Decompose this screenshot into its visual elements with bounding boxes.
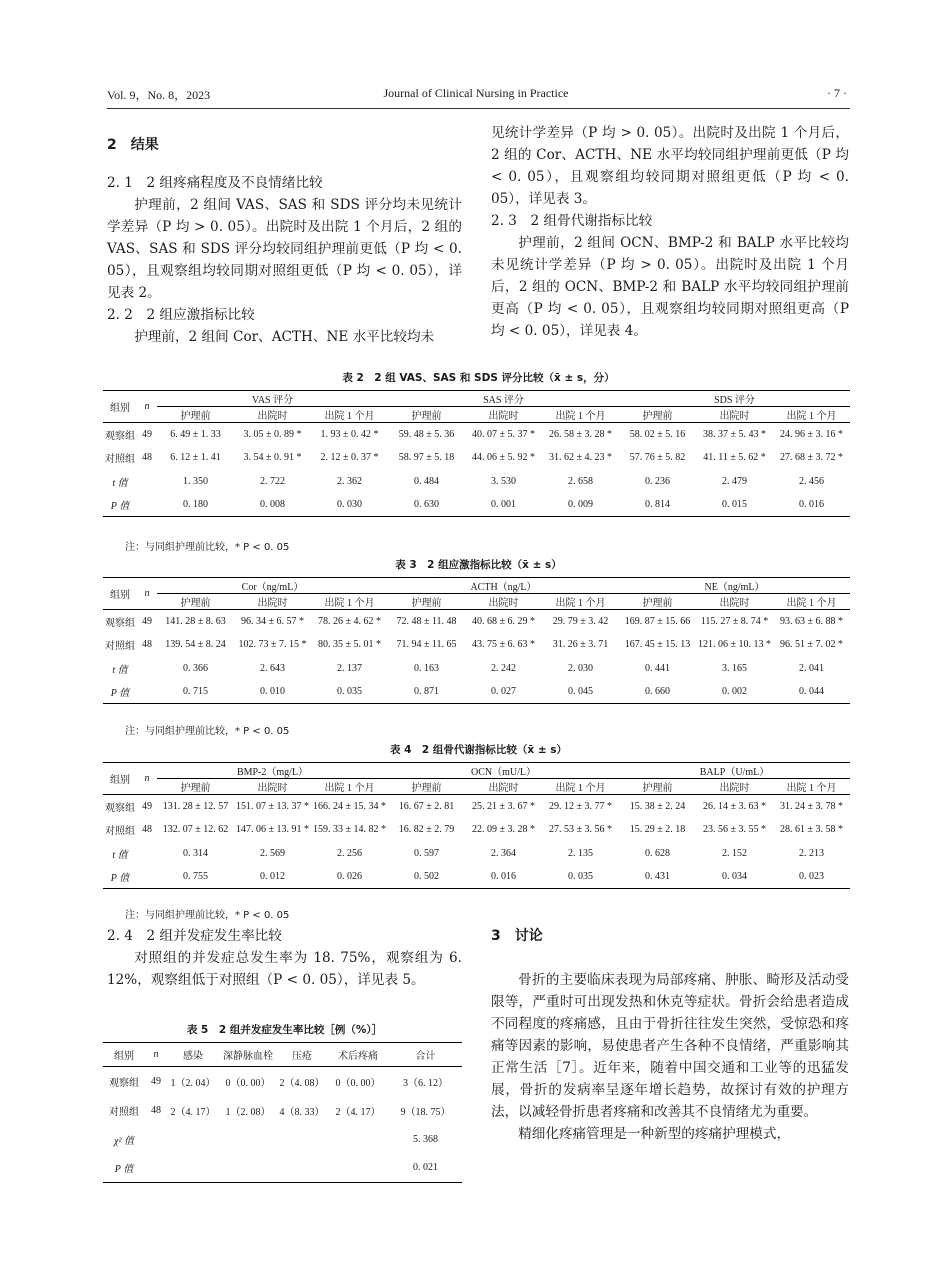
row-label: P 值 [103, 865, 137, 889]
row-label: 观察组 [105, 803, 135, 814]
table-cell: 22. 09 ± 3. 28 * [472, 824, 535, 836]
table-cell: 2. 362 [337, 475, 362, 487]
table-cell: 0. 441 [645, 662, 670, 674]
table-row [103, 1154, 462, 1183]
table-cell: 28. 61 ± 3. 58 * [780, 824, 843, 836]
table-row [103, 795, 850, 819]
table-cell: 0. 034 [696, 865, 773, 889]
table-cell: 3（6. 12） [403, 1077, 448, 1089]
table-cell: 24. 96 ± 3. 16 * [780, 429, 843, 440]
table-cell: 31. 24 ± 3. 78 * [780, 801, 843, 812]
measure-group-header: ACTH（ng/L） [388, 578, 619, 594]
table-cell [137, 680, 157, 704]
table4-note: 注：与同组护理前比较，* P < 0. 05 [125, 910, 290, 921]
table-cell [137, 842, 157, 866]
table-cell: 2. 479 [722, 475, 747, 487]
table-cell: 71. 94 ± 11. 65 [396, 639, 457, 651]
table-cell [327, 1154, 389, 1183]
table-cell: 44. 06 ± 5. 92 * [472, 452, 535, 464]
row-label: t 值 [112, 849, 128, 861]
table2 [103, 390, 850, 517]
measure-group-header: Cor（ng/mL） [157, 578, 388, 594]
table-cell: 0. 016 [773, 493, 850, 517]
volume-issue: Vol. 9，No. 8，2023 [107, 88, 211, 102]
table-cell: 0. 628 [645, 847, 670, 859]
table-cell: 0. 016 [465, 865, 542, 889]
row-label: 对照组 [109, 1106, 139, 1118]
table-cell: 139. 54 ± 8. 24 [165, 639, 226, 651]
table-cell: 0. 027 [465, 680, 542, 704]
table-row [103, 842, 850, 866]
table-cell [219, 1125, 277, 1154]
table-cell: 96. 51 ± 7. 02 * [780, 639, 843, 651]
time-subheader: 出院时 [465, 407, 542, 423]
table-cell: 2. 722 [260, 475, 285, 487]
measure-group-header: SAS 评分 [388, 391, 619, 407]
measure-group-header: BALP（U/mL） [619, 763, 850, 779]
table-cell: 4（8. 33） [279, 1106, 325, 1118]
table-cell: 0. 015 [696, 493, 773, 517]
table-row [103, 680, 850, 704]
table-cell [327, 1125, 389, 1154]
table-cell: 16. 82 ± 2. 79 [398, 824, 455, 836]
table-cell: 151. 07 ± 13. 37 * [236, 801, 309, 812]
table4-caption: 表 4 2 组骨代谢指标比较（x̄ ± s） [389, 744, 568, 756]
table-cell: 1（2. 08） [225, 1106, 271, 1118]
table3-note: 注：与同组护理前比较，* P < 0. 05 [125, 726, 290, 737]
section-2-3-text: 护理前，2 组间 OCN、BMP-2 和 BALP 水平比较均未见统计学差异（P 均 > 0. 05）。出院时及出院 1 个月后，2 组的 OCN、BMP-2 和 BALP 水平均较同组护理前更高（P 均 < 0. 05），且观察组均较同期对照组更高（P 均 < 0. 05），详见表 4。 [491, 235, 849, 339]
table-cell: 0. 660 [619, 680, 696, 704]
measure-group-header: SDS 评分 [619, 391, 850, 407]
table-cell [137, 493, 157, 517]
row-label: t 值 [112, 477, 128, 489]
table-cell: 58. 02 ± 5. 16 [629, 429, 686, 440]
table-row [103, 657, 850, 681]
table-cell: 166. 24 ± 15. 34 * [313, 801, 386, 812]
col-n-header: n [137, 391, 157, 423]
table-row [103, 423, 850, 447]
time-subheader: 护理前 [157, 594, 234, 610]
table-cell: 0. 630 [388, 493, 465, 517]
table-cell: 141. 28 ± 8. 63 [165, 616, 226, 627]
table3-caption: 表 3 2 组应激指标比较（x̄ ± s） [395, 559, 562, 571]
table-cell: 48 [151, 1104, 161, 1116]
time-subheader: 护理前 [157, 779, 234, 795]
table-cell: 23. 56 ± 3. 55 * [703, 824, 766, 836]
table-cell: 16. 67 ± 2. 81 [398, 801, 455, 812]
table-cell: 159. 33 ± 14. 82 * [313, 824, 386, 836]
time-subheader: 出院时 [696, 407, 773, 423]
time-subheader: 出院 1 个月 [311, 407, 388, 423]
table-cell: 3. 165 [722, 662, 747, 674]
table-row [103, 818, 850, 842]
table5-header: 深静脉血栓 [219, 1043, 277, 1067]
measure-group-header: NE（ng/mL） [619, 578, 850, 594]
right-column-bottom [491, 925, 849, 1145]
table-cell: 2. 364 [491, 847, 516, 859]
col-group-header: 组别 [103, 391, 137, 423]
table-cell: 41. 11 ± 5. 62 * [703, 452, 766, 464]
table-cell: 0. 045 [542, 680, 619, 704]
table-cell: 2. 643 [260, 662, 285, 674]
table-row [103, 633, 850, 657]
table5 [103, 1042, 462, 1183]
table-cell: 0. 023 [773, 865, 850, 889]
table-cell: 0. 035 [542, 865, 619, 889]
table-cell: 2（4. 08） [279, 1077, 325, 1089]
table2-note: 注：与同组护理前比较，* P < 0. 05 [125, 542, 290, 553]
table-cell: 2（4. 17） [170, 1106, 216, 1118]
table-cell: 59. 48 ± 5. 36 [398, 429, 455, 440]
row-label: P 值 [103, 1154, 145, 1183]
table-cell [167, 1154, 219, 1183]
table-cell: 57. 76 ± 5. 82 [629, 452, 686, 464]
table-cell: 0. 236 [645, 475, 670, 487]
table-cell: 0. 484 [414, 475, 439, 487]
table-cell: 0. 044 [773, 680, 850, 704]
row-label: 观察组 [109, 1077, 139, 1089]
table-cell: 29. 12 ± 3. 77 * [549, 801, 612, 812]
table-cell: 0. 314 [183, 847, 208, 859]
table5-header: 术后疼痛 [327, 1043, 389, 1067]
time-subheader: 出院时 [696, 594, 773, 610]
results-heading: 2 结果 [107, 137, 159, 153]
table-cell: 9（18. 75） [400, 1106, 451, 1118]
row-label: 对照组 [105, 641, 135, 653]
table-cell: 40. 68 ± 6. 29 * [472, 616, 535, 627]
table-cell: 0. 010 [234, 680, 311, 704]
table-cell: 0. 035 [311, 680, 388, 704]
table-cell: 2. 12 ± 0. 37 * [320, 452, 379, 464]
table-cell: 49 [142, 429, 152, 440]
table-cell: 48 [142, 639, 152, 651]
table-cell: 49 [142, 801, 152, 812]
left-column-top [107, 134, 462, 348]
table5-caption: 表 5 2 组并发症发生率比较［例（%）］ [186, 1024, 383, 1036]
time-subheader: 出院 1 个月 [311, 594, 388, 610]
time-subheader: 护理前 [388, 407, 465, 423]
measure-group-header: VAS 评分 [157, 391, 388, 407]
table-cell: 78. 26 ± 4. 62 * [318, 616, 381, 627]
discussion-heading: 3 讨论 [491, 928, 543, 944]
time-subheader: 出院 1 个月 [773, 779, 850, 795]
time-subheader: 出院时 [696, 779, 773, 795]
table-cell: 2. 041 [799, 662, 824, 674]
table-cell [145, 1154, 167, 1183]
table-cell: 0. 755 [157, 865, 234, 889]
table-cell: 5. 368 [413, 1133, 438, 1145]
table-row [103, 865, 850, 889]
table-row [103, 446, 850, 470]
col-group-header: 组别 [103, 578, 137, 610]
table-cell: 25. 21 ± 3. 67 * [472, 801, 535, 812]
row-label: 对照组 [105, 826, 135, 838]
section-2-4-text: 对照组的并发症总发生率为 18. 75%，观察组为 6. 12%，观察组低于对照组（P < 0. 05），详见表 5。 [107, 950, 462, 988]
section-2-1-heading: 2. 1 2 组疼痛程度及不良情绪比较 [107, 175, 323, 191]
table-cell [137, 865, 157, 889]
right-column-top [491, 122, 849, 342]
row-label: t 值 [112, 664, 128, 676]
table-cell [277, 1125, 327, 1154]
table-cell: 6. 12 ± 1. 41 [170, 452, 221, 464]
table-cell: 121. 06 ± 10. 13 * [698, 639, 771, 651]
table-cell: 0. 502 [388, 865, 465, 889]
table-cell: 3. 05 ± 0. 89 * [243, 429, 302, 440]
table-cell [219, 1154, 277, 1183]
time-subheader: 出院 1 个月 [542, 594, 619, 610]
table-cell: 26. 14 ± 3. 63 * [703, 801, 766, 812]
row-label: 观察组 [105, 431, 135, 442]
table-cell: 1（2. 04） [170, 1077, 216, 1089]
time-subheader: 护理前 [619, 594, 696, 610]
time-subheader: 出院时 [234, 407, 311, 423]
left-column-bottom [107, 925, 462, 991]
time-subheader: 护理前 [388, 779, 465, 795]
table-cell: 132. 07 ± 12. 62 [162, 824, 229, 836]
table-cell: 40. 07 ± 5. 37 * [472, 429, 535, 440]
table-cell: 0. 431 [619, 865, 696, 889]
table-cell: 49 [151, 1075, 161, 1087]
time-subheader: 护理前 [388, 594, 465, 610]
table-row [103, 1125, 462, 1154]
time-subheader: 出院时 [465, 594, 542, 610]
table-cell: 31. 26 ± 3. 71 [552, 639, 609, 651]
table-cell: 0（0. 00） [225, 1077, 271, 1089]
table-cell: 49 [142, 616, 152, 627]
time-subheader: 出院时 [465, 779, 542, 795]
table5-header: 组别 [103, 1043, 145, 1067]
table-cell: 0（0. 00） [335, 1077, 381, 1089]
table-cell: 0. 366 [183, 662, 208, 674]
table-cell [137, 470, 157, 494]
table5-header: 合计 [389, 1043, 462, 1067]
table-cell: 43. 75 ± 6. 63 * [472, 639, 535, 651]
section-2-2-continued: 见统计学差异（P 均 > 0. 05）。出院时及出院 1 个月后，2 组的 Cor、ACTH、NE 水平均较同组护理前更低（P 均 < 0. 05），且观察组均较同期对照组更低（P 均 < 0. 05），详见表 3。 [491, 125, 849, 207]
table-cell: 38. 37 ± 5. 43 * [703, 429, 766, 440]
table5-header: 感染 [167, 1043, 219, 1067]
table-cell: 169. 87 ± 15. 66 [624, 616, 691, 627]
section-2-1-text: 护理前，2 组间 VAS、SAS 和 SDS 评分均未见统计学差异（P 均 > 0. 05）。出院时及出院 1 个月后，2 组的 VAS、SAS 和 SDS 评分均较同组护理前更低（P 均 < 0. 05），且观察组均较同期对照组更低（P 均 < 0. 05），详见表 2。 [107, 197, 462, 301]
table-cell: 2. 456 [799, 475, 824, 487]
table-cell: 15. 29 ± 2. 18 [629, 824, 686, 836]
table-cell: 3. 530 [491, 475, 516, 487]
running-header [0, 86, 950, 106]
table-cell: 27. 68 ± 3. 72 * [780, 452, 843, 464]
table-cell: 2. 256 [337, 847, 362, 859]
time-subheader: 护理前 [619, 407, 696, 423]
time-subheader: 出院 1 个月 [542, 407, 619, 423]
table-cell: 2. 569 [260, 847, 285, 859]
col-n-header: n [137, 763, 157, 795]
table-cell: 0. 009 [542, 493, 619, 517]
table-cell: 1. 350 [183, 475, 208, 487]
table-cell: 2. 213 [799, 847, 824, 859]
table-cell: 0. 597 [414, 847, 439, 859]
section-2-4-heading: 2. 4 2 组并发症发生率比较 [107, 928, 282, 944]
table-cell: 2. 242 [491, 662, 516, 674]
section-2-2-heading: 2. 2 2 组应激指标比较 [107, 307, 255, 323]
table-cell: 131. 28 ± 12. 57 [162, 801, 229, 812]
measure-group-header: OCN（mU/L） [388, 763, 619, 779]
table-cell: 0. 001 [465, 493, 542, 517]
table-cell: 0. 163 [414, 662, 439, 674]
table-cell: 31. 62 ± 4. 23 * [549, 452, 612, 464]
table5-header: n [145, 1043, 167, 1067]
journal-name: Journal of Clinical Nursing in Practice [383, 86, 569, 100]
col-group-header: 组别 [103, 763, 137, 795]
table-cell: 0. 002 [696, 680, 773, 704]
table-row [103, 493, 850, 517]
discussion-paragraph-2: 精细化疼痛管理是一种新型的疼痛护理模式， [518, 1126, 791, 1142]
table-cell: 2. 137 [337, 662, 362, 674]
row-label: χ² 值 [114, 1135, 134, 1147]
time-subheader: 出院时 [234, 594, 311, 610]
table-cell: 26. 58 ± 3. 28 * [549, 429, 612, 440]
table2-caption: 表 2 2 组 VAS、SAS 和 SDS 评分比较（x̄ ± s，分） [342, 372, 615, 384]
table-cell [277, 1154, 327, 1183]
table-cell [167, 1125, 219, 1154]
table-cell: 96. 34 ± 6. 57 * [241, 616, 304, 627]
table-cell: 115. 27 ± 8. 74 * [700, 616, 769, 627]
table-cell: 48 [142, 452, 152, 464]
table-row [103, 1096, 462, 1125]
row-label: P 值 [103, 493, 137, 517]
row-label: 观察组 [105, 618, 135, 629]
table-cell [137, 657, 157, 681]
table-cell: 2. 030 [568, 662, 593, 674]
col-n-header: n [137, 578, 157, 610]
table-cell: 1. 93 ± 0. 42 * [320, 429, 379, 440]
header-rule [107, 108, 850, 109]
table-cell: 3. 54 ± 0. 91 * [243, 452, 302, 464]
time-subheader: 护理前 [619, 779, 696, 795]
table-cell: 93. 63 ± 6. 88 * [780, 616, 843, 627]
table-cell: 48 [142, 824, 152, 836]
table-cell: 80. 35 ± 5. 01 * [318, 639, 381, 651]
time-subheader: 出院 1 个月 [773, 594, 850, 610]
table-cell: 2. 658 [568, 475, 593, 487]
table-row [103, 1067, 462, 1096]
section-2-2-text: 护理前，2 组间 Cor、ACTH、NE 水平比较均未 [134, 329, 435, 345]
table-cell: 58. 97 ± 5. 18 [398, 452, 455, 464]
time-subheader: 出院 1 个月 [542, 779, 619, 795]
measure-group-header: BMP-2（mg/L） [157, 763, 388, 779]
table-cell: 2. 152 [722, 847, 747, 859]
table5-header: 压疮 [277, 1043, 327, 1067]
table-cell: 147. 06 ± 13. 91 * [236, 824, 309, 836]
time-subheader: 护理前 [157, 407, 234, 423]
table-cell: 2. 135 [568, 847, 593, 859]
section-2-3-heading: 2. 3 2 组骨代谢指标比较 [491, 213, 653, 229]
table3 [103, 577, 850, 704]
table-cell: 0. 021 [389, 1154, 462, 1183]
table-cell: 0. 008 [234, 493, 311, 517]
table-row [103, 470, 850, 494]
table-cell: 0. 030 [311, 493, 388, 517]
table-cell: 72. 48 ± 11. 48 [396, 616, 457, 627]
table-cell: 0. 012 [234, 865, 311, 889]
time-subheader: 出院时 [234, 779, 311, 795]
row-label: P 值 [103, 680, 137, 704]
table-cell [145, 1125, 167, 1154]
table-cell: 0. 814 [619, 493, 696, 517]
table-cell: 6. 49 ± 1. 33 [170, 429, 221, 440]
table-cell: 0. 180 [157, 493, 234, 517]
time-subheader: 出院 1 个月 [773, 407, 850, 423]
table-cell: 2（4. 17） [335, 1106, 381, 1118]
time-subheader: 出院 1 个月 [311, 779, 388, 795]
table-cell: 15. 38 ± 2. 24 [629, 801, 686, 812]
table-cell: 0. 871 [388, 680, 465, 704]
table-cell: 167. 45 ± 15. 13 [624, 639, 691, 651]
row-label: 对照组 [105, 454, 135, 466]
page-number: · 7 · [827, 86, 847, 100]
table-cell: 0. 026 [311, 865, 388, 889]
table-cell: 27. 53 ± 3. 56 * [549, 824, 612, 836]
table-cell: 0. 715 [157, 680, 234, 704]
table4 [103, 762, 850, 889]
table-cell: 102. 73 ± 7. 15 * [238, 639, 307, 651]
table-row [103, 610, 850, 634]
discussion-paragraph-1: 骨折的主要临床表现为局部疼痛、肿胀、畸形及活动受限等，严重时可出现发热和休克等症状。骨折会给患者造成不同程度的疼痛感，且由于骨折往往发生突然，受惊恐和疼痛等因素的影响，易使患者产生各种不良情绪，严重影响其正常生活［7］。近年来，随着中国交通和工业等的迅猛发展，骨折的发病率呈逐年增长趋势，故探讨有效的护理方法，以减轻骨折患者疼痛和改善其不良情绪尤为重要。 [491, 972, 849, 1120]
table-cell: 29. 79 ± 3. 42 [552, 616, 609, 627]
